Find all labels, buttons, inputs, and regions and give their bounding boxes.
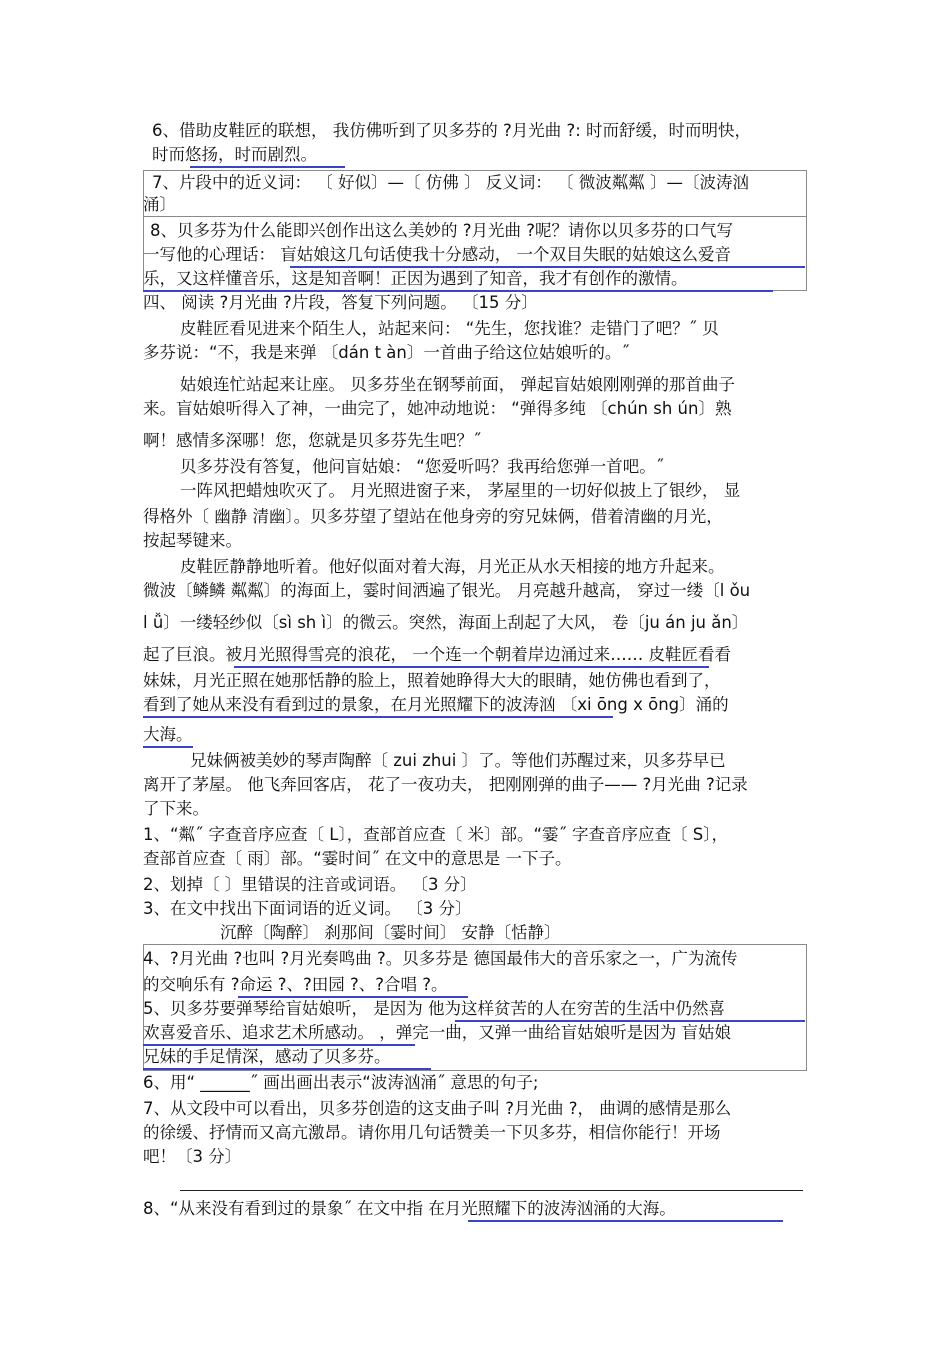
answer6: 6、用“ ______˝ 画出画出表示“波涛汹涌˝ 意思的句子; [143,1073,539,1092]
q8-line1: 8、贝多芬为什么能即兴创作出这么美妙的 ?月光曲 ?呢？请你以贝多芬的口气写 [150,221,734,240]
para1-line1: 皮鞋匠看见进来个陌生人，站起来问： “先生，您找谁？走错门了吧？˝ 贝 [180,319,719,338]
answer1-line1: 1、“粼˝ 字查音序应查〔 L〕，查部首应查〔 米〕部。“霎˝ 字查音序应查〔 S〕， [143,825,728,844]
answer7-line3: 吧！〔3 分〕 [143,1147,242,1166]
answer3-words: 沉醉〔陶醉〕 刹那间〔霎时间〕 安静〔恬静〕 [220,923,561,942]
para5-line1: 皮鞋匠静静地听着。他好似面对着大海，月光正从水天相接的地方升起来。 [180,557,725,576]
para5-line6: 看到了她从来没有看到过的景象，在月光照耀下的波涛汹 〔xi ōng x ōng〕涌的 [143,695,729,714]
para5-line4: 起了巨浪。被月光照得雪亮的浪花， 一个连一个朝着岸边涌过来…… 皮鞋匠看看 [143,645,731,664]
para5-line5: 妹妹，月光正照在她那恬静的脸上，照着她睁得大大的眼睛，她仿佛也看到了， [143,671,721,690]
q6-answer-underline [190,166,345,168]
para4-line3: 按起琴键来。 [143,531,242,550]
para4-line1: 一阵风把蜡烛吹灭了。 月光照进窗子来， 茅屋里的一切好似披上了银纱， 显 [180,481,741,500]
q6-line1: 6、借助皮鞋匠的联想， 我仿佛听到了贝多芬的 ?月光曲 ?: 时而舒缓，时而明快， [152,121,752,140]
para6-line2: 离开了茅屋。 他飞奔回客店， 花了一夜功夫， 把刚刚弹的曲子—— ?月光曲 ?记录 [143,775,748,794]
answer5-line2: 欢喜爱音乐、追求艺术所感动。 ，弹完一曲，又弹一曲给盲姑娘听是因为 盲姑娘 [143,1023,731,1042]
section-four-heading: 四、 阅读 ?月光曲 ?片段，答复下列问题。 〔15 分〕 [143,293,538,312]
answer8: 8、“从来没有看到过的景象˝ 在文中指 在月光照耀下的波涛汹涌的大海。 [143,1199,676,1218]
q6-line2: 时而悠扬，时而剧烈。 [152,145,317,164]
answer5-line1: 5、贝多芬要弹琴给盲姑娘听， 是因为 他为这样贫苦的人在穷苦的生活中仍然喜 [143,999,725,1018]
para5-line3: l ǚ〕一缕轻纱似〔sì sh ì〕的微云。突然，海面上刮起了大风， 卷〔ju án ju ǎn〕 [143,613,749,632]
answer7-blank-line [180,1190,803,1191]
answer3: 3、在文中找出下面词语的近义词。 〔3 分〕 [143,899,472,918]
para2-line3: 啊！感情多深哪！您，您就是贝多芬先生吧？˝ [143,431,482,450]
box2-top [143,944,807,945]
para1-line2: 多芬说：“不，我是来弹 〔dán t àn〕一首曲子给这位姑娘听的。˝ [143,343,630,362]
box-right [806,170,807,290]
answer1-line2: 查部首应查〔 雨〕部。“霎时间˝ 在文中的意思是 一下子。 [143,849,572,868]
para5-underline2 [143,716,613,718]
para5-underline3 [143,746,193,748]
box-top [143,170,807,171]
para6-line3: 了下来。 [143,799,209,818]
para5-underline1 [234,666,709,668]
q7-line1: 7、片段中的近义词： 〔 好似〕—〔 仿佛 〕 反义词： 〔 微波粼粼 〕—〔波涛汹 [152,173,749,192]
answer2: 2、划掉〔 〕里错误的注音或词语。 〔3 分〕 [143,875,477,894]
q8-line2: 一写他的心理话： 盲姑娘这几句话使我十分感动， 一个双目失眠的姑娘这么爱音 [143,245,731,264]
answer4-line2: 的交响乐有 ?命运 ?、?田园 ?、?合唱 ?。 [143,975,448,994]
para2-line1: 姑娘连忙站起来让座。 贝多芬坐在钢琴前面， 弹起盲姑娘刚刚弹的那首曲子 [180,375,735,394]
answer5-underline3 [143,1068,431,1070]
box2-bottom [143,1070,807,1071]
answer4-line1: 4、?月光曲 ?也叫 ?月光奏鸣曲 ?。贝多芬是 德国最伟大的音乐家之一，广为流传 [143,949,738,968]
para6-line1: 兄妹俩被美妙的琴声陶醉〔 zui zhui 〕了。等他们苏醒过来，贝多芬早已 [190,751,726,770]
para5-line2: 微波〔鳞鳞 粼粼〕的海面上，霎时间洒遍了银光。 月亮越升越高， 穿过一缕〔l ǒu [143,581,751,600]
para2-line2: 来。盲姑娘听得入了神，一曲完了，她冲动地说： “弹得多纯 〔chún sh ún〕熟 [143,399,732,418]
q7-line2: 涌〕 [143,195,176,214]
para3: 贝多芬没有答复，他问盲姑娘： “您爱听吗？我再给您弹一首吧。˝ [180,457,665,476]
box-mid [143,216,807,217]
answer5-line3: 兄妹的手足情深，感动了贝多芬。 [143,1047,391,1066]
answer7-line2: 的徐缓、抒情而又高亢激昂。请你用几句话赞美一下贝多芬，相信你能行！开场 [143,1123,721,1142]
q8-line3: 乐，又这样懂音乐，这是知音啊！正因为遇到了知音，我才有创作的激情。 [143,269,688,288]
para4-line2: 得格外〔 幽静 清幽〕。贝多芬望了望站在他身旁的穷兄妹俩，借着清幽的月光， [143,507,723,526]
answer8-underline [468,1220,783,1222]
para5-line7: 大海。 [143,725,193,744]
box2-right [806,944,807,1070]
answer7-line1: 7、从文段中可以看出，贝多芬创造的这支曲子叫 ?月光曲 ?， 曲调的感情是那么 [143,1099,732,1118]
